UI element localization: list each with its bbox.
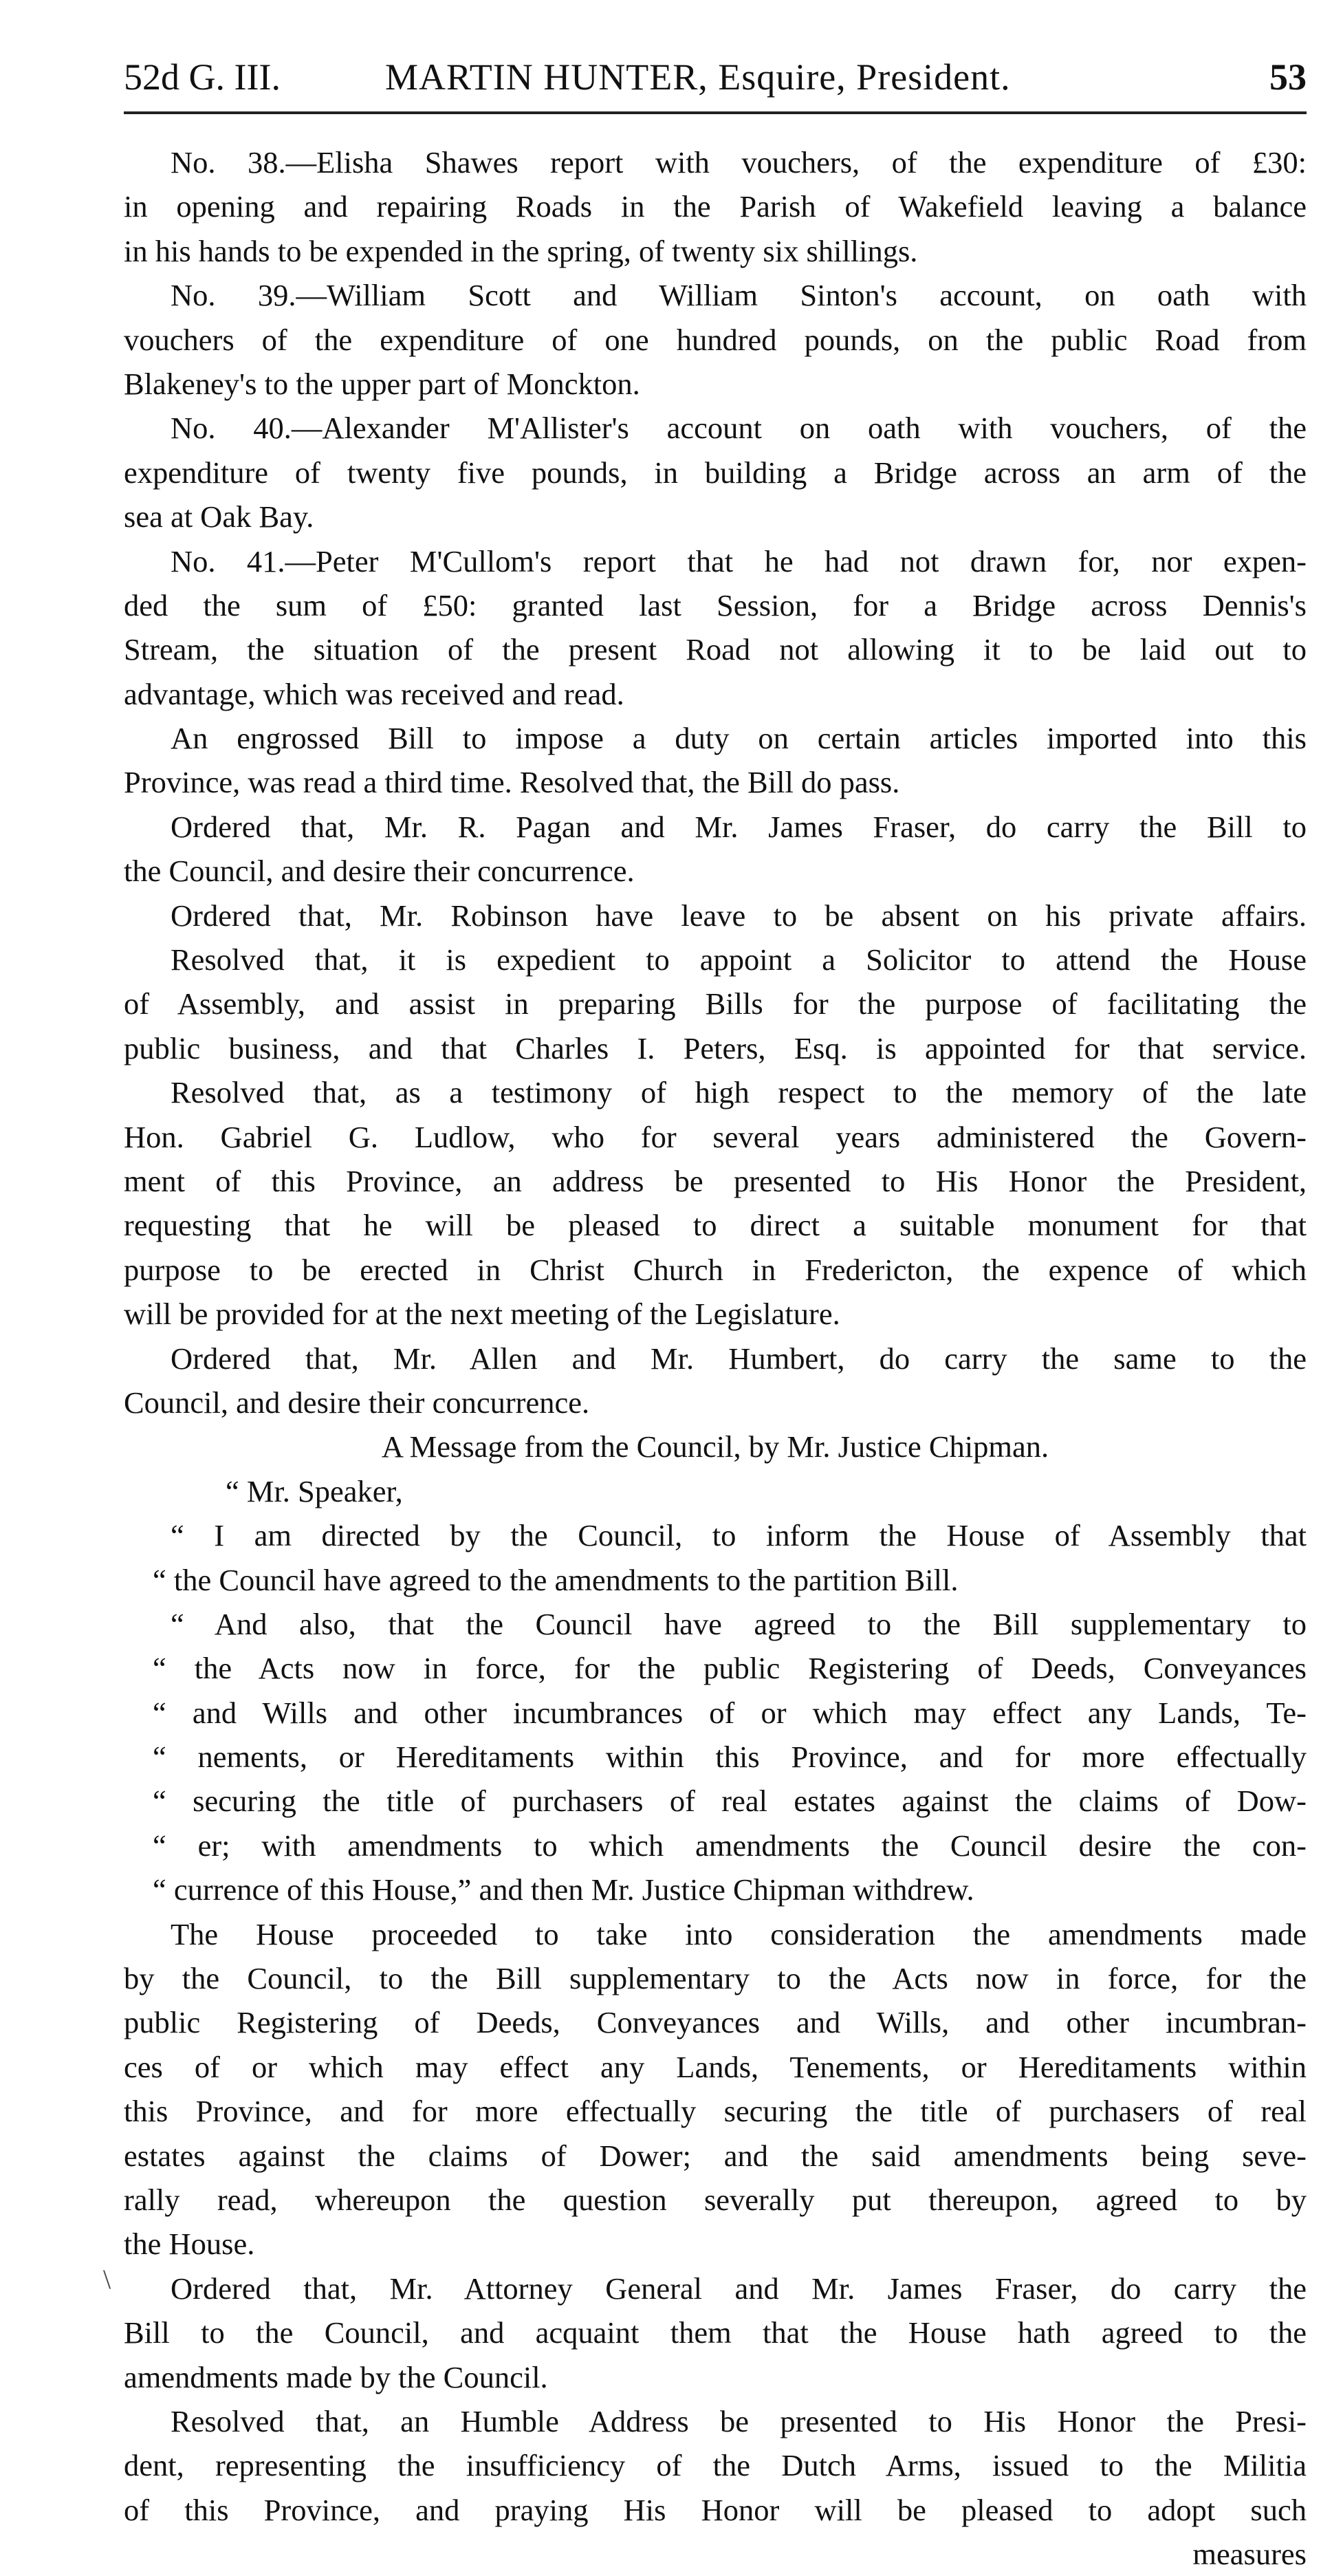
text-line: the House. [124,2227,255,2262]
header-title: MARTIN HUNTER, Esquire, President. [385,56,1011,98]
text-line: Bill to the Council, and acquaint them that the House hath agreed to the [124,2315,1307,2350]
text-line: the Council, and desire their concurrence. [124,854,635,889]
regnal-year: 52d G. III. [124,56,281,98]
text-line: advantage, which was received and read. [124,676,624,711]
text-line: Blakeney's to the upper part of Monckton. [124,366,640,401]
margin-mark: \ [103,2264,111,2295]
text-line: vouchers of the expenditure of one hundred pounds, on the public Road from [124,322,1307,357]
text-line: The House proceeded to take into consideration the amendments made [171,1916,1307,1951]
text-line: Ordered that, Mr. Robinson have leave to be absent on his private affairs. [171,898,1307,933]
body-text [124,140,1307,2576]
text-line: public business, and that Charles I. Peters, Esq. is appointed for that service. [124,1030,1307,1065]
text-line: Resolved that, as a testimony of high respect to the memory of the late [171,1075,1307,1110]
text-line: No. 41.—Peter M'Cullom's report that he had not drawn for, nor expen- [171,543,1307,578]
message-heading: A Message from the Council, by Mr. Justice Chipman. [381,1429,1049,1464]
text-line: “ er; with amendments to which amendments the Council desire the con- [153,1828,1307,1863]
text-line: “ currence of this House,” and then Mr. Justice Chipman withdrew. [153,1872,974,1907]
header-rule [124,111,1307,114]
text-line: “ nements, or Hereditaments within this Province, and for more effectually [153,1740,1307,1775]
text-line: “ Mr. Speaker, [226,1473,403,1508]
text-line: “ And also, that the Council have agreed to the Bill supplementary to [171,1606,1307,1641]
running-header [124,50,1307,105]
text-line: Province, was read a third time. Resolved that, the Bill do pass. [124,765,900,800]
text-line: of Assembly, and assist in preparing Bills for the purpose of facilitating the [124,986,1307,1021]
text-line: ded the sum of £50: granted last Session, for a Bridge across Dennis's [124,587,1307,623]
text-line: dent, representing the insufficiency of the Dutch Arms, issued to the Militia [124,2448,1307,2483]
text-line: by the Council, to the Bill supplementary to the Acts now in force, for the [124,1961,1307,1996]
text-line: “ I am directed by the Council, to inform the House of Assembly that [171,1518,1307,1553]
text-line: of this Province, and praying His Honor will be pleased to adopt such [124,2492,1307,2527]
text-line: No. 38.—Elisha Shawes report with vouchers, of the expenditure of £30: [171,145,1307,180]
text-line: ces of or which may effect any Lands, Tenements, or Hereditaments within [124,2049,1307,2084]
text-line: expenditure of twenty five pounds, in building a Bridge across an arm of the [124,455,1307,490]
text-line: this Province, and for more effectually securing the title of purchasers of real [124,2094,1307,2129]
text-line: “ securing the title of purchasers of real estates against the claims of Dow- [153,1784,1307,1819]
text-line: rally read, whereupon the question severally put thereupon, agreed to by [124,2182,1307,2217]
text-line: “ and Wills and other incumbrances of or which may effect any Lands, Te- [153,1695,1307,1730]
text-line: Council, and desire their concurrence. [124,1385,590,1420]
text-line: Resolved that, it is expedient to appoint a Solicitor to attend the House [171,942,1307,977]
text-line: amendments made by the Council. [124,2359,548,2394]
catchword: measures [1192,2537,1307,2572]
text-line: “ the Acts now in force, for the public Registering of Deeds, Conveyances [153,1651,1307,1686]
text-line: requesting that he will be pleased to direct a suitable monument for that [124,1208,1307,1243]
text-line: ment of this Province, an address be presented to His Honor the President, [124,1163,1307,1198]
text-line: Resolved that, an Humble Address be presented to His Honor the Presi- [171,2403,1307,2438]
text-line: Ordered that, Mr. R. Pagan and Mr. James Fraser, do carry the Bill to [171,809,1307,844]
text-line: “ the Council have agreed to the amendments to the partition Bill. [153,1562,959,1597]
text-line: in opening and repairing Roads in the Parish of Wakefield leaving a balance [124,189,1307,224]
text-line: Ordered that, Mr. Attorney General and Mr. James Fraser, do carry the [171,2271,1307,2306]
text-line: purpose to be erected in Christ Church in Fredericton, the expence of which [124,1252,1307,1287]
text-line: public Registering of Deeds, Conveyances and Wills, and other incumbran- [124,2005,1307,2040]
text-line: estates against the claims of Dower; and the said amendments being seve- [124,2138,1307,2173]
text-line: sea at Oak Bay. [124,499,314,534]
text-line: in his hands to be expended in the spring, of twenty six shillings. [124,233,918,268]
page-number: 53 [1269,56,1307,98]
text-line: Hon. Gabriel G. Ludlow, who for several years administered the Govern- [124,1119,1307,1154]
text-line: will be provided for at the next meeting of the Legislature. [124,1297,840,1332]
text-line: An engrossed Bill to impose a duty on certain articles imported into this [171,721,1307,756]
text-line: No. 40.—Alexander M'Allister's account on oath with vouchers, of the [171,411,1307,446]
text-line: Stream, the situation of the present Road not allowing it to be laid out to [124,632,1307,667]
text-line: Ordered that, Mr. Allen and Mr. Humbert, do carry the same to the [171,1341,1307,1376]
text-line: No. 39.—William Scott and William Sinton's account, on oath with [171,278,1307,313]
